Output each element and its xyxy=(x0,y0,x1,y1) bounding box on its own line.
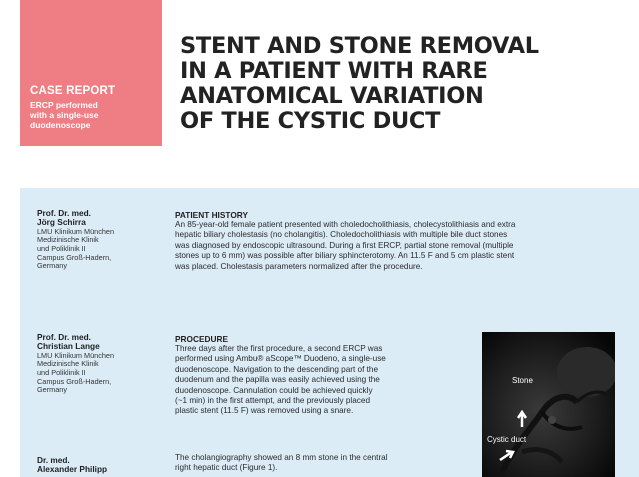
affiliation-line: LMU Klinikum München xyxy=(37,350,115,360)
text-line: An 85-year-old female patient presented with choledocholithiasis, cholecystolithiasis and extra xyxy=(175,220,516,229)
case-report-box xyxy=(20,0,162,146)
xray-graphic xyxy=(482,332,615,477)
author-affiliation xyxy=(37,352,155,395)
text-line: duodenum and the papilla was easily achieved using the xyxy=(175,375,380,385)
text-line: hepatic biliary cholestasis (no cholangitis). Choledocholithiasis with multiple bile duct stones xyxy=(175,230,508,240)
author-name-line: Dr. med. xyxy=(37,455,70,465)
affiliation-line: und Poliklinik II xyxy=(37,244,86,253)
title-line: ANATOMICAL VARIATION xyxy=(180,83,484,109)
text-line: The cholangiography showed an 8 mm stone in the central xyxy=(175,453,388,462)
cholangiography-image xyxy=(482,332,615,477)
affiliation-line: Germany xyxy=(37,261,68,271)
author-name-line: Prof. Dr. med. xyxy=(37,332,91,342)
affiliation-line: LMU Klinikum München xyxy=(37,226,115,236)
author-affiliation xyxy=(37,228,155,271)
case-report-subtitle xyxy=(30,100,155,130)
affiliation-line: und Poliklinik II xyxy=(37,368,86,377)
title-line: OF THE CYSTIC DUCT xyxy=(180,108,441,134)
text-line: (~1 min) in the first attempt, and the previously placed xyxy=(175,396,371,406)
text-line: performed using Ambu® aScope™ Duodeno, a single-use xyxy=(175,354,386,364)
page-title xyxy=(180,34,630,134)
text-line: right hepatic duct (Figure 1). xyxy=(175,463,278,473)
procedure-heading: PROCEDURE xyxy=(175,334,229,344)
text-line: duodenoscope. Navigation to the descending part of the xyxy=(175,364,379,374)
text-line: duodenoscope. Cannulation could be achieved quickly xyxy=(175,385,373,395)
affiliation-line: Medizinische Klinik xyxy=(37,235,99,245)
author-name-line: Prof. Dr. med. xyxy=(37,208,91,218)
case-report-subtitle-line: ERCP performed xyxy=(30,100,98,110)
patient-history-heading: PATIENT HISTORY xyxy=(175,210,248,220)
text-line: was diagnosed by endoscopic ultrasound. During a first ERCP, partial stone removal (multiple xyxy=(175,240,514,250)
cystic-duct-label: Cystic duct xyxy=(487,435,527,444)
text-line: plastic stent (11.5 F) was removed using a snare. xyxy=(175,406,354,416)
affiliation-line: Campus Groß-Hadern, xyxy=(37,252,112,262)
case-report-subtitle-line: duodenoscope xyxy=(30,120,91,130)
title-line: STENT AND STONE REMOVAL xyxy=(180,33,539,59)
author-name-line: Jörg Schirra xyxy=(37,217,86,228)
procedure-text xyxy=(175,344,475,417)
affiliation-line: Germany xyxy=(37,385,68,395)
stone-label: Stone xyxy=(512,376,533,385)
author-block xyxy=(37,209,155,271)
case-report-label: CASE REPORT xyxy=(30,85,116,97)
author-name-line: Alexander Philipp xyxy=(37,464,108,475)
affiliation-line: Campus Groß-Hadern, xyxy=(37,376,112,386)
affiliation-line: Medizinische Klinik xyxy=(37,359,99,369)
author-block xyxy=(37,333,155,395)
text-line: was placed. Cholestasis parameters normalized after the procedure. xyxy=(175,261,423,271)
patient-history-text xyxy=(175,220,625,272)
author-name-line: Christian Lange xyxy=(37,341,100,352)
author-name xyxy=(37,209,155,228)
case-report-subtitle-line: with a single-use xyxy=(30,110,99,120)
author-name xyxy=(37,333,155,352)
author-name xyxy=(37,456,155,475)
text-line: Three days after the first procedure, a second ERCP was xyxy=(175,344,383,353)
text-line: stones up to 6 mm) was possible after biliary sphincterotomy. An 11.5 F and 5 cm plastic stent xyxy=(175,251,515,261)
author-block xyxy=(37,456,155,475)
procedure-text-2 xyxy=(175,453,475,474)
title-line: IN A PATIENT WITH RARE xyxy=(180,58,488,84)
